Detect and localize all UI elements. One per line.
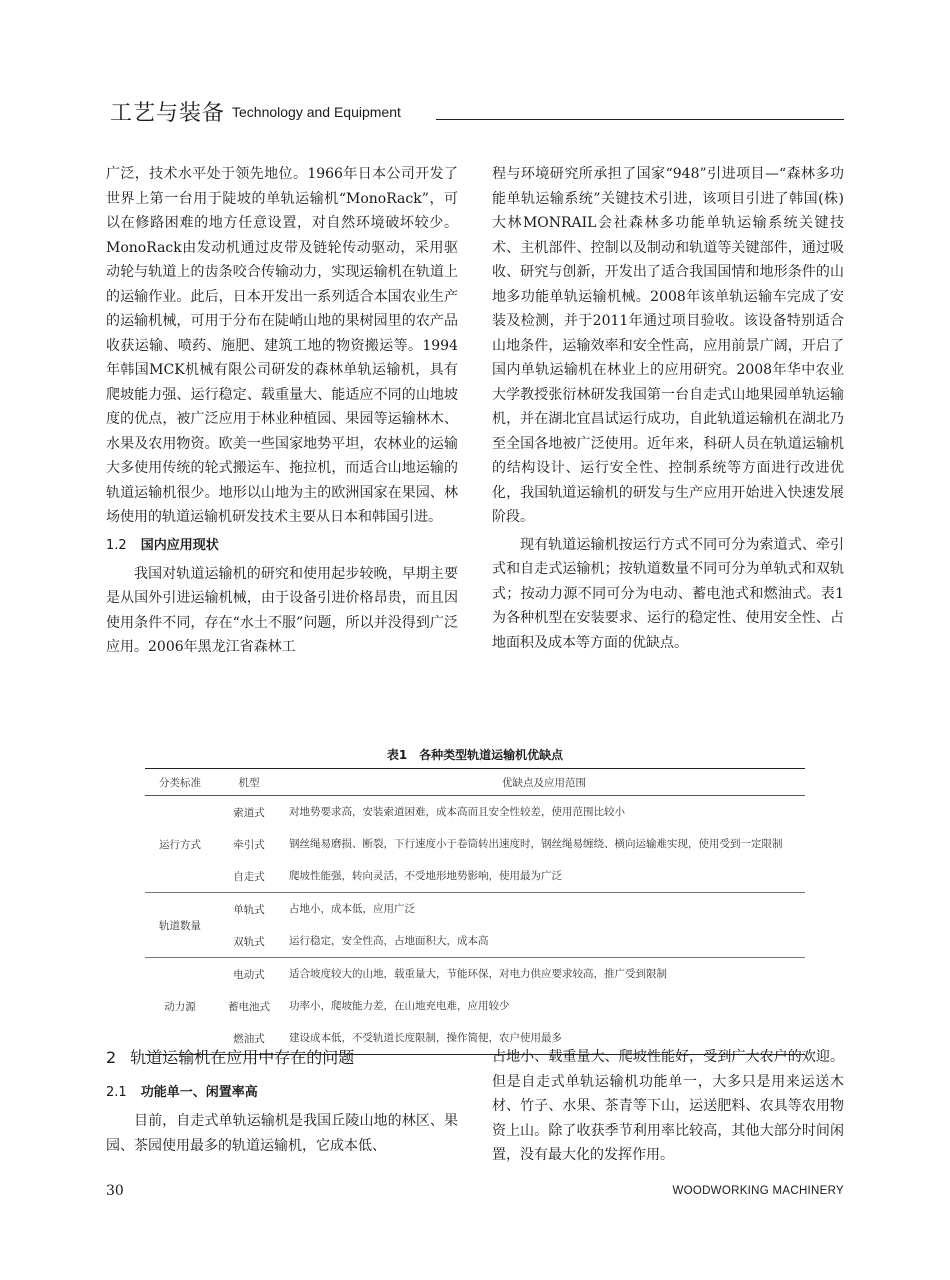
left-paragraph-1: 广泛，技术水平处于领先地位。1966年日本公司开发了世界上第一台用于陡坡的单轨运输机“MonoRack”，可以在修路困难的地方任意设置，对自然环境破坏较少。MonoRack由发动机通过皮带及链轮传动驱动，采用驱动轮与轨道上的齿条咬合传输动力，实现运输机在轨道上的运输作业。此后，日本开发出一系列适合本国农业生产的运输机械，可用于分布在陡峭山地的果树园里的农产品收获运输、喷药、施肥、建筑工地的物资搬运等。1994年韩国MCK机械有限公司研发的森林单轨运输机，具有爬坡能力强、运行稳定、载重量大、能适应不同的山地坡度的优点，被广泛应用于林业种植园、果园等运输林木、水果及农用物资。欧美一些国家地势平坦，农林业的运输大多使用传统的轮式搬运车、拖拉机，而适合山地运输的轨道运输机很少。地形以山地为主的欧洲国家在果园、林场使用的轨道运输机研发技术主要从日本和韩国引进。 <box>106 166 458 525</box>
section-2-paragraph-left: 目前，自走式单轨运输机是我国丘陵山地的林区、果园、茶园使用最多的轨道运输机，它成本低、 <box>106 1113 458 1154</box>
table-category-cell: 动力源 <box>145 958 215 1055</box>
left-column <box>106 162 458 660</box>
running-header <box>110 92 844 126</box>
right-paragraph-1: 程与环境研究所承担了国家“948”引进项目—“森林多功能单轨运输系统”关键技术引进，该项目引进了韩国(株)大林MONRAIL会社森林多功能单轨运输系统关键技术、主机部件、控制以及制动和轨道等关键部件，通过吸收、研究与创新，开发出了适合我国国情和地形条件的山地多功能单轨运输机械。2008年该单轨运输车完成了安装及检测，并于2011年通过项目验收。该设备特别适合山地条件，运输效率和安全性高，应用前景广阔，开启了国内单轨运输机在林业上的应用研究。2008年华中农业大学教授张衍林研发我国第一台自走式山地果园单轨运输机，并在湖北宜昌试运行成功，自此轨道运输机在湖北乃至全国各地被广泛使用。近年来，科研人员在轨道运输机的结构设计、运行安全性、控制系统等方面进行改进优化，我国轨道运输机的研发与生产应用开始进入快速发展阶段。 <box>492 166 844 525</box>
table-desc-cell: 爬坡性能强，转向灵活，不受地形地势影响，使用最为广泛 <box>289 869 562 882</box>
table-desc-cell: 占地小，成本低，应用广泛 <box>283 893 805 926</box>
table-type-cell: 蓄电池式 <box>228 1000 270 1013</box>
table-category-cell: 运行方式 <box>159 838 201 851</box>
section-number: 2 <box>106 1048 117 1067</box>
section-title: 轨道运输机在应用中存在的问题 <box>130 1048 355 1067</box>
table-type-cell: 双轨式 <box>233 935 265 948</box>
table-header-row <box>145 769 805 796</box>
section-2-left <box>106 1045 458 1158</box>
table-desc-cell: 钢丝绳易磨损、断裂，下行速度小于卷筒转出速度时，钢丝绳易缠绕、横向运输难实现，使用受到一定限制 <box>289 837 783 850</box>
table-desc-cell: 适合坡度较大的山地，载重量大，节能环保，对电力供应要求较高，推广受到限制 <box>283 958 805 991</box>
table-header-cell: 优缺点及应用范围 <box>283 769 805 796</box>
table-row <box>145 796 805 829</box>
header-rule <box>436 119 844 120</box>
table-desc-cell: 功率小，爬坡能力差，在山地充电难，应用较少 <box>289 999 510 1012</box>
subsection-title: 国内应用现状 <box>140 537 219 553</box>
table-type-cell: 燃油式 <box>215 1022 283 1055</box>
table-type-cell: 自走式 <box>233 870 265 883</box>
header-title-en: Technology and Equipment <box>232 104 401 120</box>
header-title-cn: 工艺与装备 <box>110 101 226 126</box>
section-heading-2 <box>106 1045 458 1071</box>
table-category-cell: 轨道数量 <box>145 893 215 958</box>
table-type-cell: 索道式 <box>233 806 265 819</box>
journal-name: WOODWORKING MACHINERY <box>672 1185 844 1197</box>
right-paragraph-2: 现有轨道运输机按运行方式不同可分为索道式、牵引式和自走式运输机；按轨道数量不同可分为单轨式和双轨式；按动力源不同可分为电动、蓄电池式和燃油式。表1为各种机型在安装要求、运行的稳定性、使用安全性、占地面积及成本等方面的优缺点。 <box>492 536 844 651</box>
table-desc-cell: 运行稳定，安全性高，占地面积大，成本高 <box>289 934 489 947</box>
subsection-heading-1-2 <box>106 534 458 558</box>
table-header-cell: 分类标准 <box>145 769 215 796</box>
table-desc-cell: 建设成本低，不受轨道长度限制，操作简便，农户使用最多 <box>283 1022 805 1055</box>
table-caption: 表1 各种类型轨道运输机优缺点 <box>386 748 564 762</box>
subsection-heading-2-1 <box>106 1081 458 1105</box>
table-row <box>145 925 805 958</box>
table-row <box>145 828 805 860</box>
table-row <box>145 893 805 926</box>
table-row <box>145 990 805 1022</box>
table-type-cell: 单轨式 <box>215 893 283 926</box>
subsection-title: 功能单一、闲置率高 <box>140 1085 258 1100</box>
table-desc-cell: 对地势要求高，安装索道困难，成本高而且安全性较差，使用范围比较小 <box>289 805 625 818</box>
left-paragraph-2: 我国对轨道运输机的研究和使用起步较晚，早期主要是从国外引进运输机械，由于设备引进价格昂贵，而且因使用条件不同，存在“水土不服”问题，所以并没得到广泛应用。2006年黑龙江省森林工 <box>106 565 458 655</box>
table-type-cell: 电动式 <box>215 958 283 991</box>
table-type-cell: 牵引式 <box>233 838 265 851</box>
comparison-table <box>145 768 805 1055</box>
section-2-right <box>492 1045 844 1168</box>
section-2-paragraph-right: 占地小、载重量大、爬坡性能好，受到广大农户的欢迎。但是自走式单轨运输机功能单一，大多只是用来运送木材、竹子、水果、茶青等下山，运送肥料、农具等农用物资上山。除了收获季节利用率比较高，其他大部分时间闲置，没有最大化的发挥作用。 <box>492 1049 844 1163</box>
subsection-number: 2.1 <box>106 1085 127 1100</box>
table-row <box>145 860 805 893</box>
table-header-cell: 机型 <box>215 769 283 796</box>
right-column <box>492 162 844 655</box>
table-row <box>145 958 805 991</box>
page-number: 30 <box>106 1183 124 1199</box>
subsection-number: 1.2 <box>106 537 127 553</box>
